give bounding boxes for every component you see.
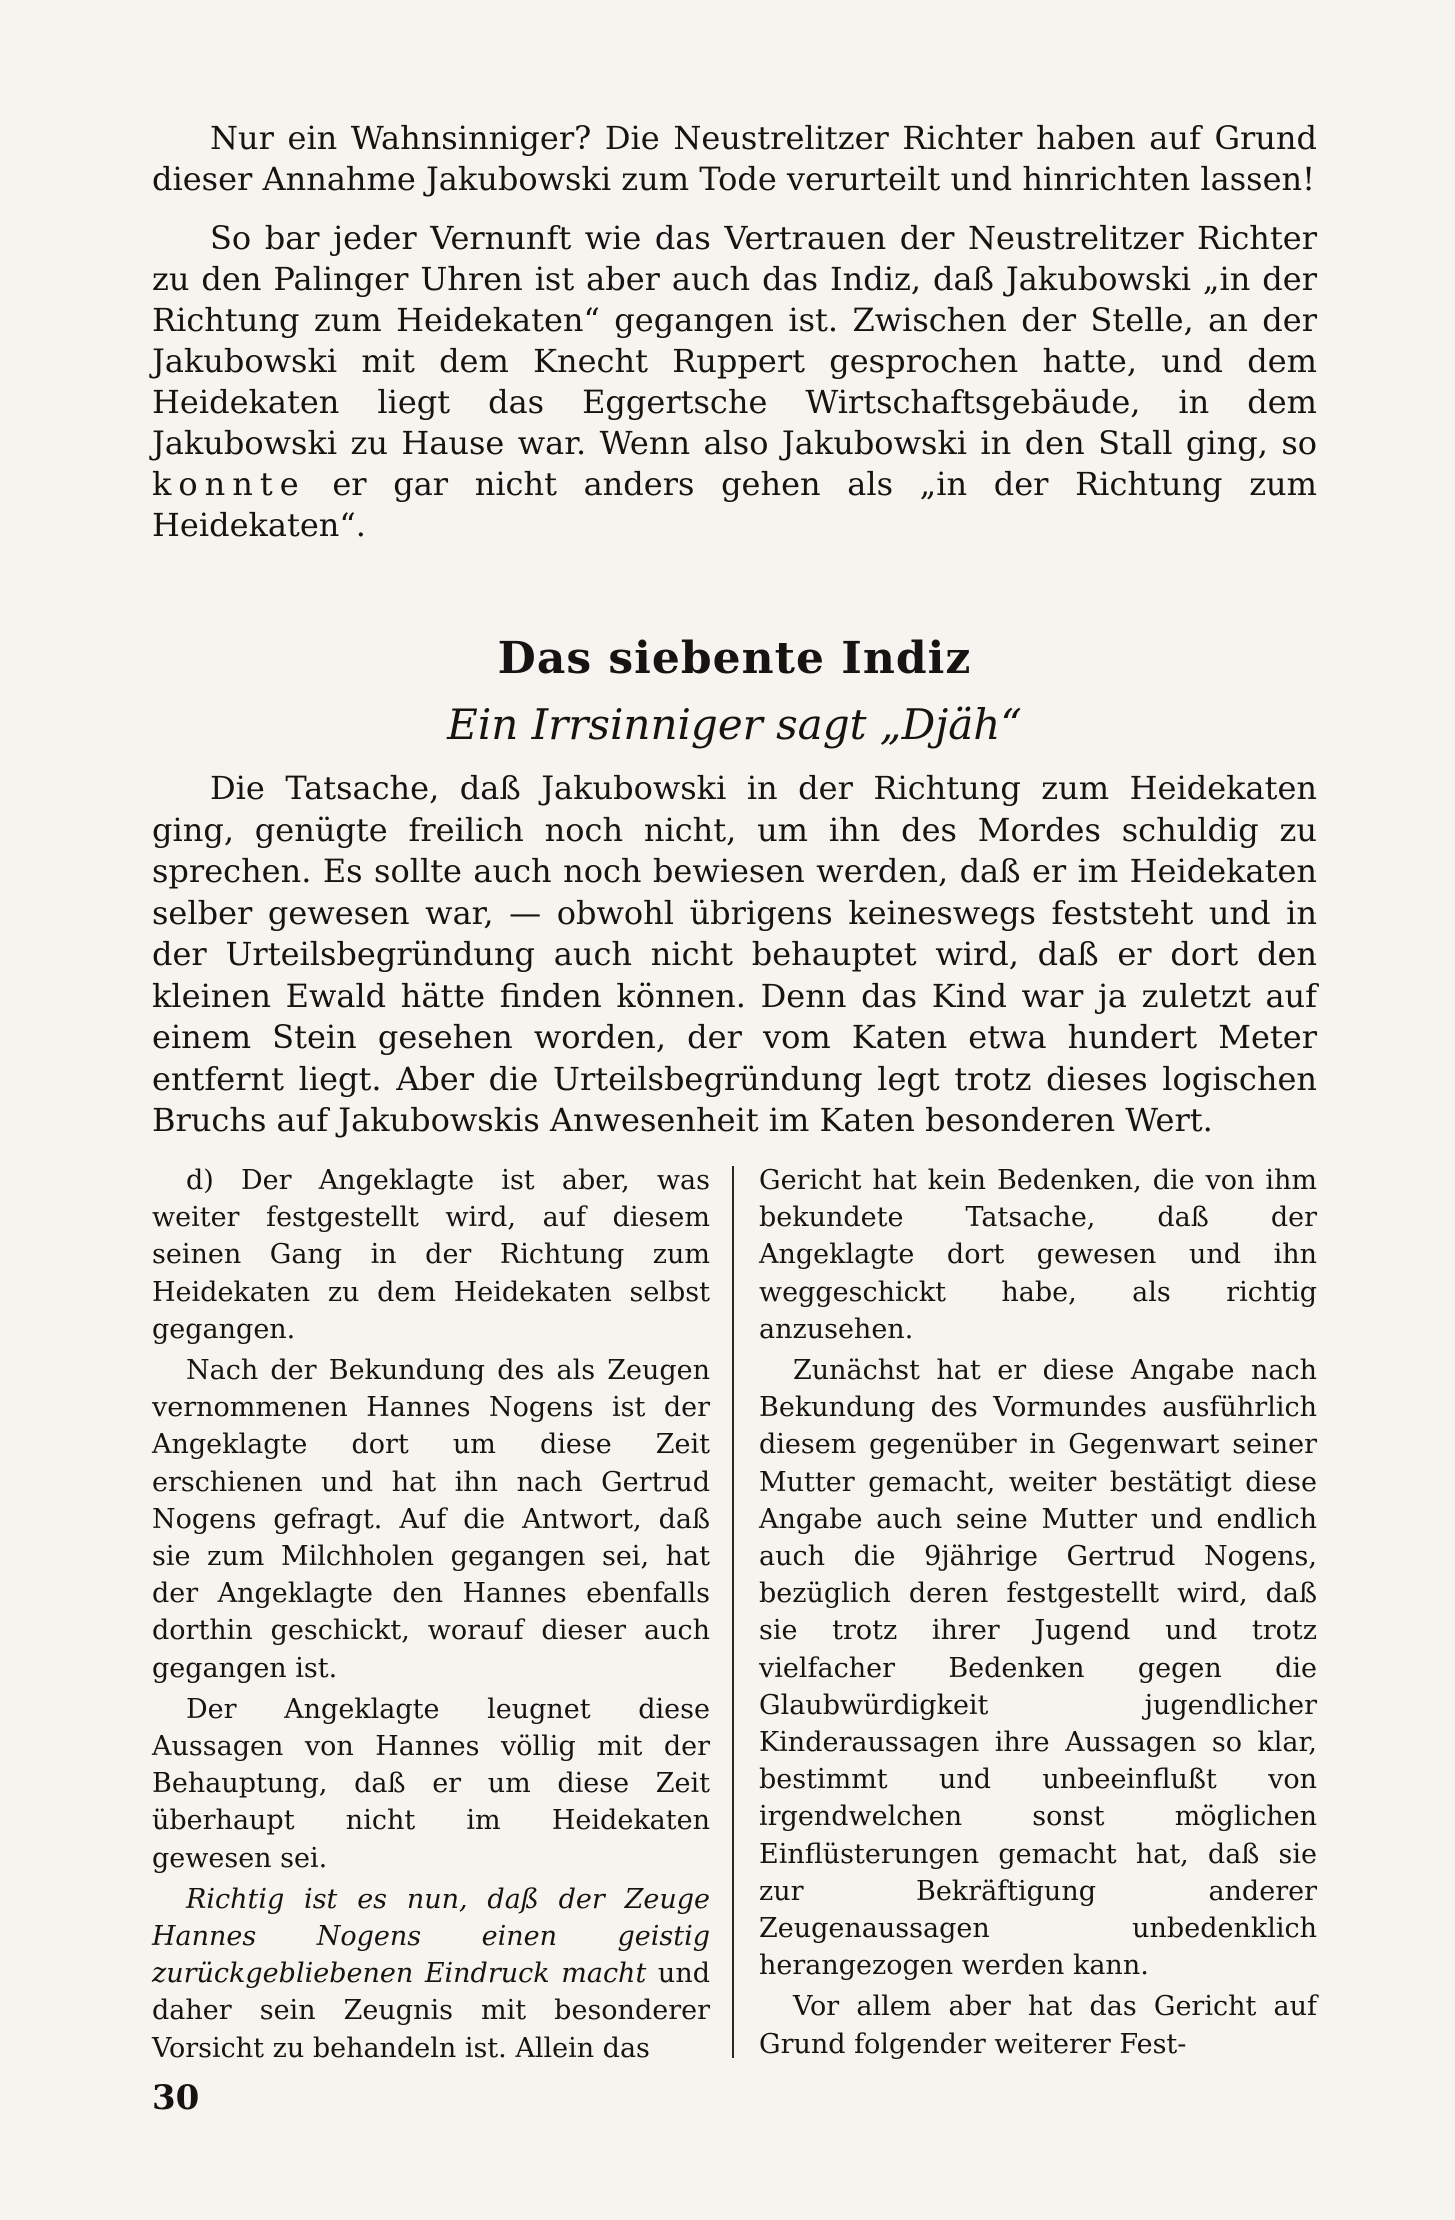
intro-emphasis-spaced: konnte [152, 465, 306, 503]
right-paragraph-3: Vor allem aber hat das Gericht auf Grund folgender weiterer Fest- [759, 1991, 1317, 2060]
left-paragraph-4-italic: Richtig ist es nun, daß der Zeuge Hannes Nogens einen geistig zurückgebliebenen Eindruck macht [152, 1883, 710, 1990]
intro-paragraph-2 [152, 218, 1317, 546]
left-paragraph-3: Der Angeklagte leugnet diese Aussagen von Hannes völlig mit der Behauptung, daß er um diese Zeit überhaupt nicht im Heidekaten gewesen sei. [152, 1693, 710, 1874]
right-column [759, 1162, 1317, 2067]
quoted-verdict-columns [152, 1162, 1317, 2062]
intro-paragraph-2-start: So bar jeder Vernunft wie das Vertrauen der Neustrelitzer Richter zu den Palinger Uhren ist aber auch das Indiz, daß Jakubowski „in der Richtung zum Heidekaten“ gegangen ist. Zwischen der Stelle, an der Jakubowski mit dem Knecht Ruppert gesprochen hatte, und dem Heidekaten liegt das Eggertsche Wirtschaftsgebäude, in dem Jakubowski zu Hause war. Wenn also Jakubowski in den Stall ging, so [152, 219, 1317, 462]
right-paragraph-2: Zunächst hat er diese Angabe nach Bekundung des Vormundes ausführlich diesem gegenüber in Gegenwart seiner Mutter gemacht, weiter bestätigt diese Angabe auch seine Mutter und endlich auch die 9jährige Gertrud Nogens, bezüglich deren festgestellt wird, daß sie trotz ihrer Jugend und trotz vielfacher Bedenken gegen die Glaubwürdigkeit jugendlicher Kinderaussagen ihre Aussagen so klar, bestimmt und unbeeinflußt von irgendwelchen sonst möglichen Einflüsterungen gemacht hat, daß sie zur Bekräftigung anderer Zeugenaussagen unbedenklich herangezogen werden kann. [759, 1355, 1317, 1982]
left-paragraph-4-rest: und daher sein Zeugnis mit besonderer Vorsicht zu behandeln ist. Allein das [152, 1958, 710, 2064]
left-paragraph-1: d) Der Angeklagte ist aber, was weiter festgestellt wird, auf diesem seinen Gang in der Richtung zum Heidekaten zu dem Heidekaten selbst gegangen. [152, 1165, 710, 1345]
left-paragraph-2: Nach der Bekundung des als Zeugen vernommenen Hannes Nogens ist der Angeklagte dort um diese Zeit erschienen und hat ihn nach Gertrud Nogens gefragt. Auf die Antwort, daß sie zum Milchholen gegangen sei, hat der Angeklagte den Hannes ebenfalls dorthin geschickt, worauf dieser auch gegangen ist. [152, 1355, 710, 1684]
section-subtitle: Ein Irrsinniger sagt „Djäh“ [447, 700, 1022, 749]
page-number: 30 [152, 2078, 200, 2118]
left-column [152, 1162, 710, 2071]
right-paragraph-1: Gericht hat kein Bedenken, die von ihm bekundete Tatsache, daß der Angeklagte dort gewesen und ihn weggeschickt habe, als richtig anzusehen. [759, 1165, 1317, 1345]
intro-paragraph-1: Nur ein Wahnsinniger? Die Neustrelitzer Richter haben auf Grund dieser Annahme Jakubowski zum Tode verurteilt und hinrichten lassen! [152, 119, 1317, 198]
section-title: Das siebente Indiz [497, 633, 972, 684]
left-paragraph-4 [152, 1881, 710, 2067]
intro-paragraph-2-end: er gar nicht anders gehen als „in der Richtung zum Heidekaten“. [152, 465, 1317, 544]
section-body-text [152, 768, 1317, 1142]
column-divider [732, 1166, 734, 2058]
intro-text [152, 118, 1317, 564]
section-paragraph: Die Tatsache, daß Jakubowski in der Richtung zum Heidekaten ging, genügte freilich noch nicht, um ihn des Mordes schuldig zu sprechen. Es sollte auch noch bewiesen werden, daß er im Heidekaten selber gewesen war, — obwohl übrigens keineswegs feststeht und in der Urteilsbegründung auch nicht behauptet wird, daß er dort den kleinen Ewald hätte finden können. Denn das Kind war ja zuletzt auf einem Stein gesehen worden, der vom Katen etwa hundert Meter entfernt liegt. Aber die Urteilsbegründung legt trotz dieses logischen Bruchs auf Jakubowskis Anwesenheit im Katen besonderen Wert. [152, 769, 1317, 1139]
